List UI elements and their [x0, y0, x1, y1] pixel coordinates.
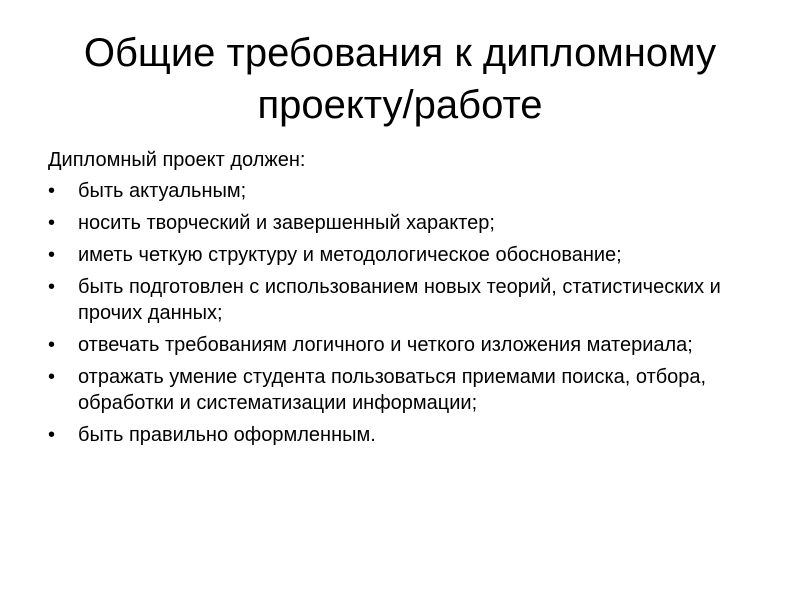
- bullet-icon: •: [48, 212, 56, 234]
- list-item-text: быть актуальным;: [78, 180, 247, 202]
- bullet-icon: •: [48, 276, 56, 298]
- bullet-icon: •: [48, 334, 56, 356]
- list-item-text: отражать умение студента пользоваться приемами поиска, отбора, обработки и систематизации информации;: [78, 366, 707, 414]
- list-item: [48, 274, 748, 326]
- list-item: [48, 332, 748, 358]
- list-item: [48, 178, 748, 204]
- bullet-icon: •: [48, 366, 56, 388]
- list-item-text: отвечать требованиям логичного и четкого изложения материала;: [78, 334, 693, 356]
- bullet-icon: •: [48, 180, 56, 202]
- list-item-text: иметь четкую структуру и методологическое обоснование;: [78, 244, 622, 266]
- bullet-icon: •: [48, 424, 56, 446]
- slide-title: Общие требования к дипломному проекту/работе: [83, 31, 717, 127]
- list-item-text: быть правильно оформленным.: [78, 424, 376, 446]
- bullet-icon: •: [48, 244, 56, 266]
- slide-content: [48, 147, 748, 454]
- intro-text: Дипломный проект должен:: [48, 149, 306, 171]
- list-item-text: быть подготовлен с использованием новых теорий, статистических и прочих данных;: [78, 276, 721, 324]
- list-item: [48, 364, 748, 416]
- list-item: [48, 210, 748, 236]
- requirements-list: [48, 178, 748, 448]
- list-item: [48, 422, 748, 448]
- list-item: [48, 242, 748, 268]
- list-item-text: носить творческий и завершенный характер;: [78, 212, 495, 234]
